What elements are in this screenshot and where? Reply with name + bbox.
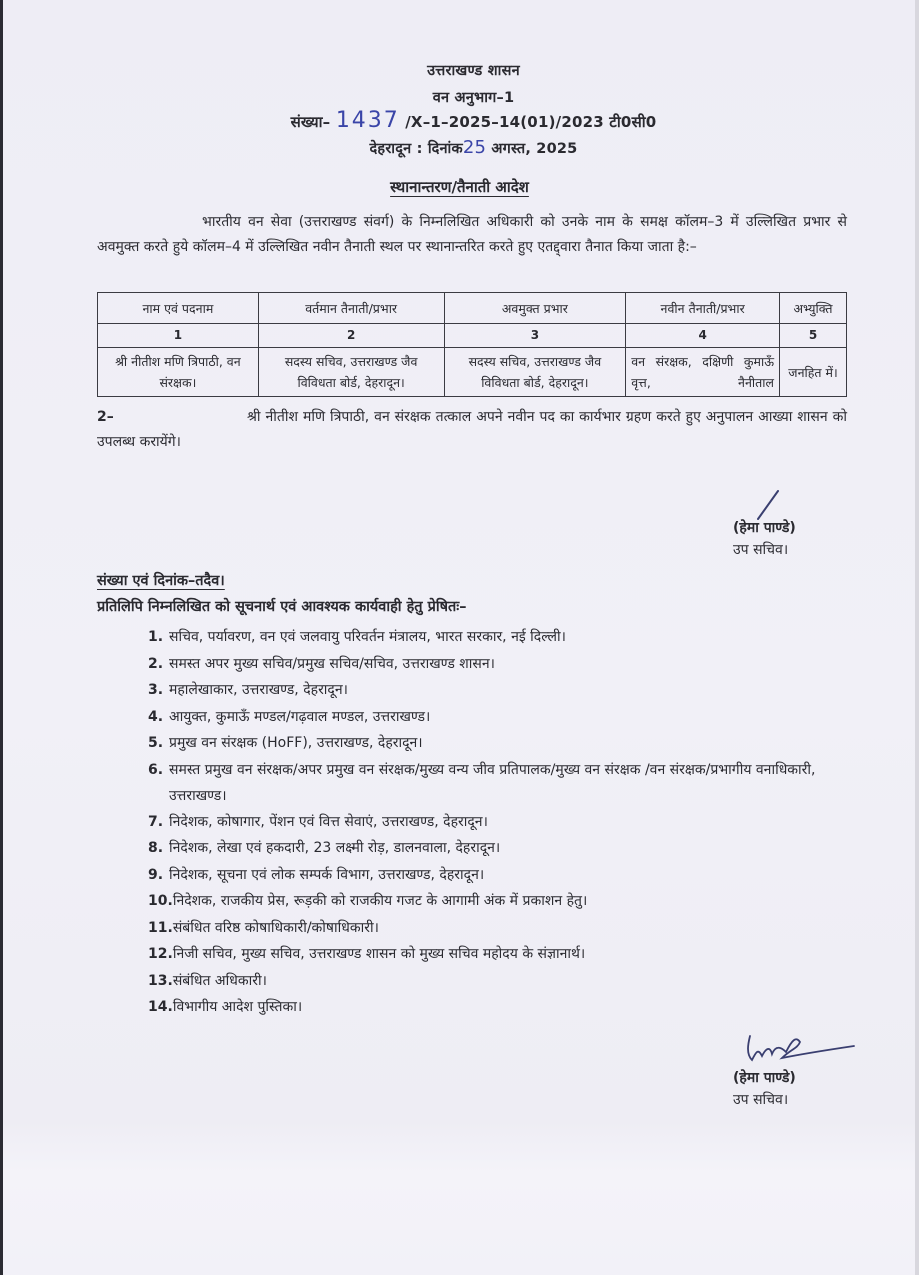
list-item (148, 809, 848, 836)
cell-current-posting: सदस्य सचिव, उत्तराखण्ड जैव विविधता बोर्ड, देहरादून। (258, 348, 444, 397)
list-item-text: आयुक्त, कुमाऊँ मण्डल/गढ़वाल मण्डल, उत्तराखण्ड। (169, 708, 431, 725)
list-item-number: 14. (148, 999, 173, 1015)
cell-new-posting: वन संरक्षक, दक्षिणी कुमाऊँ वृत्त, नैनीताल (626, 348, 780, 397)
order-paragraph-2 (97, 405, 847, 455)
date-rest: अगस्त, 2025 (491, 141, 578, 157)
list-item (148, 915, 848, 942)
list-item-text: प्रमुख वन संरक्षक (HoFF), उत्तराखण्ड, देहरादून। (169, 735, 423, 751)
list-item-number: 10. (148, 893, 173, 909)
list-item-number: 7. (148, 813, 164, 830)
col-header-current-posting: वर्तमान तैनाती/प्रभार (258, 293, 444, 324)
cell-relieved-charge: सदस्य सचिव, उत्तराखण्ड जैव विविधता बोर्ड, देहरादून। (444, 348, 626, 397)
list-item (148, 968, 848, 995)
place-label: देहरादून : दिनांक (369, 141, 463, 157)
list-item (148, 677, 848, 704)
government-name: उत्तराखण्ड शासन (427, 63, 520, 79)
signature-block-2 (733, 1067, 796, 1111)
col-number: 5 (780, 324, 847, 348)
copy-to-heading: प्रतिलिपि निम्नलिखित को सूचनार्थ एवं आवश्यक कार्यवाही हेतु प्रेषितः– (97, 599, 467, 615)
table-row (98, 348, 847, 397)
col-header-new-posting: नवीन तैनाती/प्रभार (626, 293, 780, 324)
list-item (148, 941, 848, 968)
list-item (148, 730, 848, 757)
signatory-designation: उप सचिव। (733, 1092, 789, 1108)
reference-line: संख्या एवं दिनांक–तदैव। (97, 573, 225, 589)
paragraph-2-text: श्री नीतीश मणि त्रिपाठी, वन संरक्षक तत्काल अपने नवीन पद का कार्यभार ग्रहण करते हुए अनुपालन आख्या शासन को उपलब्ध करायेंगे। (97, 409, 847, 450)
list-item-text: निदेशक, सूचना एवं लोक सम्पर्क विभाग, उत्तराखण्ड, देहरादून। (169, 866, 485, 883)
order-number-handwritten: 1437 (335, 108, 400, 133)
list-item-text: महालेखाकार, उत्तराखण्ड, देहरादून। (169, 682, 348, 698)
list-item (148, 757, 848, 809)
col-header-name: नाम एवं पदनाम (98, 293, 259, 324)
cell-name: श्री नीतीश मणि त्रिपाठी, वन संरक्षक। (98, 348, 259, 397)
list-item-number: 1. (148, 629, 164, 645)
order-title (0, 177, 919, 197)
order-title-text: स्थानान्तरण/तैनाती आदेश (390, 178, 529, 196)
date-day-handwritten: 25 (462, 137, 487, 158)
list-item-number: 9. (148, 866, 164, 883)
col-number: 1 (98, 324, 259, 348)
list-item-text: समस्त प्रमुख वन संरक्षक/अपर प्रमुख वन संरक्षक/मुख्य वन्य जीव प्रतिपालक/मुख्य वन संरक्षक /वन संरक्षक/प्रभागीय वनाधिकारी, उत्तराखण्ड। (169, 761, 816, 804)
list-item-number: 6. (148, 761, 164, 778)
section-name: वन अनुभाग–1 (432, 90, 515, 106)
order-number-label: संख्या– (290, 113, 331, 131)
col-number: 4 (626, 324, 780, 348)
list-item-text: संबंधित वरिष्ठ कोषाधिकारी/कोषाधिकारी। (172, 919, 379, 936)
list-item-number: 4. (148, 708, 164, 725)
list-item (148, 888, 848, 915)
order-number-suffix: /X–1–2025–14(01)/2023 टी0सी0 (405, 113, 657, 131)
list-item-number: 5. (148, 735, 164, 751)
col-number: 2 (258, 324, 444, 348)
list-item (148, 862, 848, 889)
signatory-designation: उप सचिव। (733, 542, 789, 558)
signature-block-1 (733, 517, 796, 561)
list-item-number: 8. (148, 840, 164, 856)
posting-table (97, 292, 847, 397)
list-item-number: 12. (148, 946, 173, 962)
order-paragraph-1: भारतीय वन सेवा (उत्तराखण्ड संवर्ग) के निम्नलिखित अधिकारी को उनके नाम के समक्ष कॉलम–3 में उल्लिखित प्रभार से अवमुक्त करते हुये कॉलम–4 में उल्लिखित नवीन तैनाती स्थल पर स्थानान्तरित करते हुए एतद्द्वारा तैनात किया जाता है:– (97, 214, 847, 255)
col-header-relieved-charge: अवमुक्त प्रभार (444, 293, 626, 324)
col-header-remarks: अभ्युक्ति (780, 293, 847, 324)
list-item-text: निदेशक, कोषागार, पेंशन एवं वित्त सेवाएं, उत्तराखण्ड, देहरादून। (169, 813, 488, 830)
list-item-text: सचिव, पर्यावरण, वन एवं जलवायु परिवर्तन मंत्रालय, भारत सरकार, नई दिल्ली। (169, 629, 566, 645)
list-item-text: निदेशक, लेखा एवं हकदारी, 23 लक्ष्मी रोड़, डालनवाला, देहरादून। (169, 840, 501, 856)
list-item-text: निजी सचिव, मुख्य सचिव, उत्तराखण्ड शासन को मुख्य सचिव महोदय के संज्ञानार्थ। (172, 946, 586, 962)
copy-to-list (148, 624, 848, 1021)
table-header-row (98, 293, 847, 324)
list-item-text: विभागीय आदेश पुस्तिका। (172, 999, 303, 1015)
list-item (148, 994, 848, 1021)
list-item-number: 11. (148, 919, 173, 936)
list-item-text: निदेशक, राजकीय प्रेस, रूड़की को राजकीय गजट के आगामी अंक में प्रकाशन हेतु। (172, 893, 588, 909)
signatory-name: (हेमा पाण्डे) (733, 1070, 796, 1086)
list-item (148, 835, 848, 862)
table-column-number-row (98, 324, 847, 348)
paragraph-number: 2– (97, 409, 114, 425)
cell-remarks: जनहित में। (780, 348, 847, 397)
list-item-number: 13. (148, 972, 173, 989)
order-number-line (14, 108, 919, 133)
list-item (148, 704, 848, 731)
list-item (148, 624, 848, 651)
date-line (14, 137, 919, 158)
list-item-text: संबंधित अधिकारी। (172, 972, 267, 989)
signatory-name: (हेमा पाण्डे) (733, 520, 796, 536)
col-number: 3 (444, 324, 626, 348)
list-item-number: 3. (148, 682, 164, 698)
signature-stroke-2 (742, 1030, 857, 1072)
list-item-text: समस्त अपर मुख्य सचिव/प्रमुख सचिव/सचिव, उत्तराखण्ड शासन। (169, 655, 495, 672)
list-item-number: 2. (148, 655, 164, 672)
list-item (148, 651, 848, 678)
